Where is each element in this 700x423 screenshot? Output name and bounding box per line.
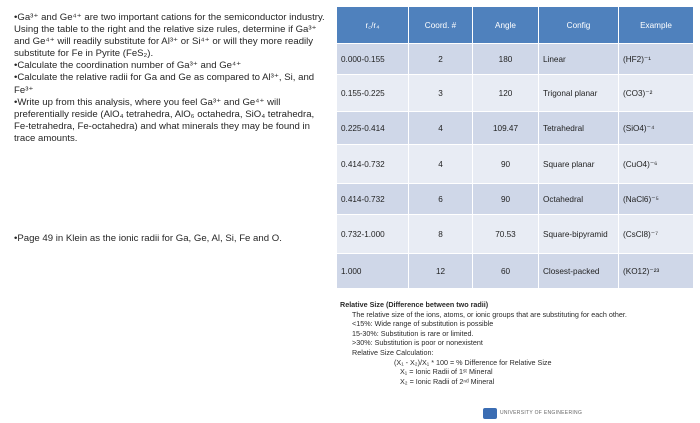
cell-config: Trigonal planar (539, 75, 619, 112)
cell-angle: 180 (473, 44, 539, 75)
cell-example: (NaCl6)⁻⁵ (619, 184, 694, 215)
header-angle: Angle (473, 7, 539, 44)
table-row (337, 215, 694, 254)
notes-x2: X₂ = Ionic Radii of 2ⁿᵈ Mineral (400, 376, 495, 386)
header-example: Example (619, 7, 694, 44)
table-row (337, 145, 694, 184)
notes-formula: (X₁ - X₂)/X₁ * 100 = % Difference for Relative Size (394, 357, 552, 367)
notes-definition: The relative size of the ions, atoms, or ionic groups that are substituting for each other. (352, 309, 627, 319)
cell-coord: 2 (409, 44, 473, 75)
notes-rule-poor: >30%: Substitution is poor or nonexistent (352, 338, 483, 348)
cell-config: Square planar (539, 145, 619, 184)
university-logo-icon (483, 408, 497, 419)
header-radius-ratio: r꜀/r₄ (337, 7, 409, 44)
cell-example: (HF2)⁻¹ (619, 44, 694, 75)
table-row (337, 112, 694, 145)
cell-angle: 120 (473, 75, 539, 112)
cell-ratio: 0.155-0.225 (337, 75, 409, 112)
cell-angle: 90 (473, 145, 539, 184)
cell-ratio: 1.000 (337, 254, 409, 289)
cell-coord: 6 (409, 184, 473, 215)
table-header-row (337, 7, 694, 44)
paragraph-coordination: •Calculate the coordination number of Ga³⁺ and Ge⁴⁺ (14, 60, 242, 72)
paragraph-intro: •Ga³⁺ and Ge⁴⁺ are two important cations for the semiconductor industry. Using the table to the right and the relative size rules, determine if Ga³⁺ and Ge⁴⁺ will readily substitute for Al³⁺ or Si⁴⁺ or will they more readily substitute for Fe in Pyrite (FeS₂). (14, 12, 325, 60)
header-config: Config (539, 7, 619, 44)
cell-config: Linear (539, 44, 619, 75)
notes-x1: X₁ = Ionic Radii of 1ˢᵗ Mineral (400, 367, 493, 377)
table-row (337, 75, 694, 112)
watermark-text: UNIVERSITY OF ENGINEERING (500, 410, 583, 416)
cell-angle: 109.47 (473, 112, 539, 145)
cell-example: (SiO4)⁻⁴ (619, 112, 694, 145)
coordination-table (336, 6, 694, 289)
cell-angle: 90 (473, 184, 539, 215)
cell-example: (CsCl8)⁻⁷ (619, 215, 694, 254)
cell-example: (CO3)⁻² (619, 75, 694, 112)
notes-title: Relative Size (Difference between two radii) (340, 300, 489, 309)
cell-ratio: 0.414-0.732 (337, 184, 409, 215)
paragraph-write-up: •Write up from this analysis, where you feel Ga³⁺ and Ge⁴⁺ will preferentially reside (AlO₄ tetrahedra, AlO₆ octahedra, SiO₄ tetrahedra, Fe-tetrahedra, Fe-octahedra) and what minerals they may be found in trace amounts. (14, 96, 315, 144)
cell-ratio: 0.732-1.000 (337, 215, 409, 254)
cell-ratio: 0.000-0.155 (337, 44, 409, 75)
cell-coord: 4 (409, 145, 473, 184)
cell-coord: 12 (409, 254, 473, 289)
notes-rule-limited: 15-30%: Substitution is rare or limited. (352, 328, 474, 338)
table-row (337, 44, 694, 75)
cell-example: (CuO4)⁻⁶ (619, 145, 694, 184)
cell-config: Square-bipyramid (539, 215, 619, 254)
table-row (337, 254, 694, 289)
instructions-text (14, 12, 329, 145)
header-coord: Coord. # (409, 7, 473, 44)
cell-coord: 3 (409, 75, 473, 112)
cell-coord: 8 (409, 215, 473, 254)
table-row (337, 184, 694, 215)
cell-config: Octahedral (539, 184, 619, 215)
page-reference: •Page 49 in Klein as the ionic radii for Ga, Ge, Al, Si, Fe and O. (14, 233, 282, 244)
paragraph-relative-radii: •Calculate the relative radii for Ga and Ge as compared to Al³⁺, Si, and Fe³⁺ (14, 72, 315, 96)
cell-ratio: 0.414-0.732 (337, 145, 409, 184)
cell-angle: 70.53 (473, 215, 539, 254)
relative-size-notes (340, 300, 640, 386)
cell-ratio: 0.225-0.414 (337, 112, 409, 145)
cell-coord: 4 (409, 112, 473, 145)
cell-example: (KO12)⁻²³ (619, 254, 694, 289)
notes-rule-wide: <15%: Wide range of substitution is possible (352, 319, 494, 329)
cell-angle: 60 (473, 254, 539, 289)
cell-config: Closest-packed (539, 254, 619, 289)
notes-calc-title: Relative Size Calculation: (352, 347, 434, 357)
cell-config: Tetrahedral (539, 112, 619, 145)
